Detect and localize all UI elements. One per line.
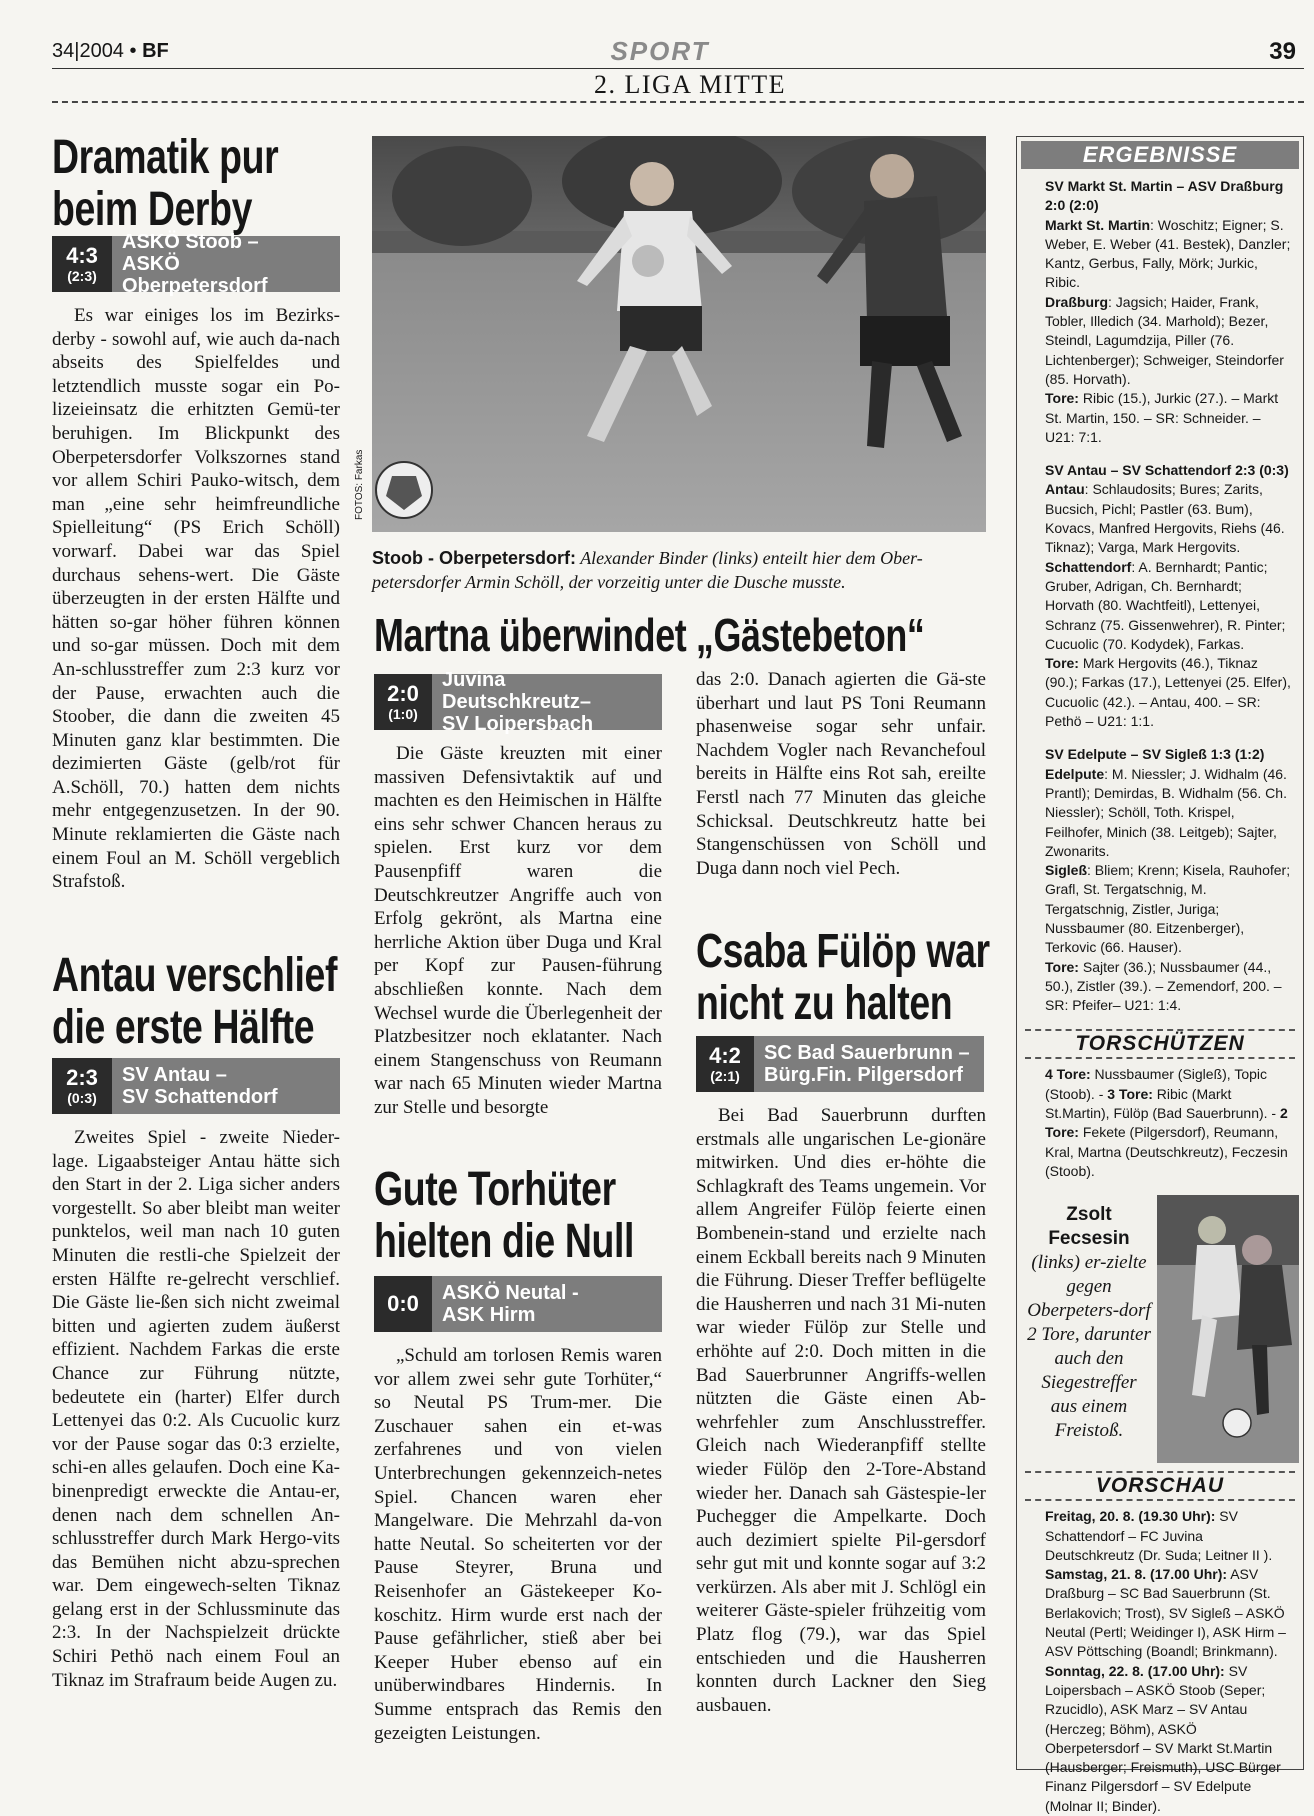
page-number: 39	[1269, 38, 1296, 65]
result-match-1-team1: Markt St. Martin	[1045, 216, 1151, 233]
torschuetzen-title: TORSCHÜTZEN	[1025, 1029, 1295, 1059]
scorers-3-label: 3 Tore:	[1107, 1085, 1153, 1102]
article3-headline: Martna überwindet „Gästebeton“	[374, 609, 925, 661]
publication-brand: BF	[142, 40, 169, 62]
preview-saturday-date: Samstag, 21. 8. (17.00 Uhr):	[1045, 1566, 1228, 1583]
scorers-3: Ribic (Markt St.Martin), Fülöp (Bad Sauerbrunn). -	[1045, 1085, 1280, 1122]
article4-headline-line1: Gute Torhüter	[374, 1163, 616, 1216]
preview-saturday-text: ASV Draßburg – SC Bad Sauerbrunn (St. Berlakovich; Trost), SV Sigleß – ASKÖ Neutal (Pertl; Weidinger I), ASK Hirm – ASV Pöttsching (Boandl; Brinkmann).	[1045, 1566, 1286, 1660]
match-photo-image	[372, 136, 986, 532]
article1-team1: ASKÖ Stoob –	[122, 231, 259, 253]
sidebar-photo-image	[1157, 1195, 1299, 1463]
article1-scorebox	[52, 231, 340, 297]
photo-caption-text: Alexander Binder (links) enteilt hier dem Ober-petersdorfer Armin Schöll, der vorzeitig unter die Dusche musste.	[372, 548, 923, 592]
article5-teams	[754, 1036, 984, 1092]
article5-scorebox	[696, 1036, 984, 1092]
article1-team2: ASKÖ Oberpetersdorf	[122, 253, 268, 297]
article2-teams	[112, 1058, 340, 1114]
article3-team2: SV Loipersbach	[442, 713, 594, 735]
result-match-1	[1045, 177, 1293, 447]
article5-halftime: (2:1)	[710, 1068, 740, 1084]
result-match-2-team1: Antau	[1045, 481, 1085, 498]
results-sidebar	[1016, 136, 1304, 1814]
article2-headline-line1: Antau verschlief	[52, 949, 338, 1002]
preview-saturday	[1045, 1565, 1293, 1661]
article1-headline-line2: beim Derby	[52, 183, 253, 236]
result-match-1-team2-lineup: : Jagsich; Haider, Frank, Tobler, Illedich (34. Marhold); Bezer, Steindl, Lagumdzija, Piller (76. Lichtenberger); Schweiger, Steindorfer (85. Horvath).	[1045, 293, 1284, 387]
issue-info	[52, 40, 169, 63]
article5-team2: Bürg.Fin. Pilgersdorf	[764, 1064, 963, 1086]
article1-body: Es war einiges los im Bezirks-derby - sowohl auf, wie auch da-nach abseits des Spielfeldes und letztendlich musste sogar ein Po-lizeieinsatz die erhitzten Gemü-ter beruhigen. Im Blickpunkt des Oberpetersdorfer Volkszornes stand vor allem Schiri Pauko-witsch, dem man „eine sehr heimfreundliche Spielleitung“ (PS Erich Schöll) vorwarf. Dabei war das Spiel durchaus sehens-wert. Die Gäste überzeugten in der ersten Hälfte und hätten so-gar höher führen können und so-gar müssen. Doch mit dem An-schlusstreffer zum 2:3 kurz vor der Pause, erwachten auch die Stoober, die dann die zweiten 45 Minuten ganz klar bestimmten. Die dezimierten Gäste (gelb/rot für A.Schöll, 70.) hatten dem nichts mehr entgegenzusetzen. In der 90. Minute reklamierten die Gäste nach einem Foul an M. Schöll vergeblich Strafstoß.	[52, 305, 340, 893]
scorers-4-label: 4 Tore:	[1045, 1066, 1091, 1083]
article1-headline	[52, 132, 278, 236]
photo-credit: FOTOS: Farkas	[354, 449, 365, 520]
article4-teams	[432, 1276, 662, 1332]
sidebar-photo-caption	[1027, 1195, 1151, 1463]
article2-result	[52, 1058, 112, 1114]
result-match-3-head: SV Edelpute – SV Sigleß 1:3 (1:2)	[1045, 746, 1265, 763]
article1-headline-line1: Dramatik pur	[52, 131, 279, 184]
scorers-list	[1017, 1059, 1303, 1191]
scorers-2-label: 2 Tore:	[1045, 1105, 1288, 1141]
article4-team1: ASKÖ Neutal -	[442, 1282, 579, 1304]
result-match-3-team1-lineup: : M. Niessler; J. Widhalm (46. Prantl); Demirdas, B. Widhalm (56. Ch. Niessler); Schöll, Toth. Krispel, Feilhofer, Minich (38. Leitgeb); Sajter, Zwonarits.	[1045, 765, 1287, 859]
article2-body: Zweites Spiel - zweite Nieder-lage. Ligaabsteiger Antau hätte sich den Start in der 2. Liga sicher anders vorgestellt. So aber bleibt man weiter punktelos, weil man nach 10 guten Minuten die restli-che Spielzeit der ersten Hälfte re-gelrecht verschlief. Die Gäste lie-ßen sich nicht zweimal bitten und agierten zudem äußerst effizient. Nachdem Farkas die erste Chance zur Führung nützte, bedeutete ein (harter) Elfer durch Lettenyei das 0:2. Als Cucuolic kurz vor der Pause sogar das 0:3 erzielte, schi-en alles gelaufen. Doch eine Ka-binenpredigt erweckte die Antau-er, denen nach dem schnellen An-schlusstreffer durch Mark Hergo-vits das Bemühen nicht abzu-sprechen war. Dem eingewech-selten Tiknaz gelang erst in der Schlussminute das 2:3. In der Nachspielzeit drückte Schiri Pethö nach einem Foul an Tiknaz im Strafraum beide Augen zu.	[52, 1127, 340, 1691]
issue-number: 34|2004	[52, 40, 124, 62]
result-match-3-team2: Sigleß	[1045, 862, 1088, 879]
header-dash-rule	[52, 101, 1304, 103]
result-match-1-goals: Ribic (15.), Jurkic (27.). – Markt St. Martin, 150. – SR: Schneider. – U21: 7:1.	[1045, 390, 1279, 445]
issue-bullet: •	[129, 40, 137, 62]
result-match-3-goals-label: Tore:	[1045, 958, 1079, 975]
sidebar-photo	[1157, 1195, 1299, 1463]
scorers-2: Fekete (Pilgersdorf), Reumann, Kral, Martna (Deutschkreutz), Feczesin (Stoob).	[1045, 1124, 1288, 1179]
article4-headline-line2: hielten die Null	[374, 1215, 635, 1268]
article5-team1: SC Bad Sauerbrunn –	[764, 1042, 970, 1064]
scorers-4: Nussbaumer (Sigleß), Topic (Stoob). -	[1045, 1066, 1268, 1102]
result-match-1-team2: Draßburg	[1045, 293, 1108, 310]
article2-score: 2:3	[66, 1065, 98, 1090]
article5-headline-line1: Csaba Fülöp war	[696, 925, 990, 978]
section-title: SPORT	[610, 36, 710, 66]
article4-body: „Schuld am torlosen Remis waren vor allem zwei sehr gute Torhüter,“ so Neutal PS Trum-mer. Die Zuschauer sahen ein et-was zerfahrenes und von vielen Unterbrechungen gekennzeich-netes Spiel. Chancen waren eher Mangelware. Die Mehrzahl da-von hatte Neutal. So scheiterten vor der Pause Steyrer, Bruna und Reisenhofer an Gästekeeper Ko-koschitz. Hirm wurde erst nach der Pause gefährlicher, stieß aber bei Keeper Huber ebenso auf ein unüberwindbares Hindernis. In Summe entsprach das Remis den gezeigten Leistungen.	[374, 1345, 662, 1744]
ergebnisse-band: ERGEBNISSE	[1021, 141, 1299, 169]
result-match-1-team1-lineup: : Woschitz; Eigner; S. Weber, E. Weber (41. Bestek), Danzler; Kantz, Gerbus, Fally, Mörk; Jurkic, Ribic.	[1045, 216, 1291, 291]
preview-friday	[1045, 1507, 1293, 1565]
article2-headline-line2: die erste Hälfte	[52, 1001, 315, 1054]
sidebar-photo-name: Zsolt Fecsesin	[1048, 1204, 1130, 1250]
article2-team2: SV Schattendorf	[122, 1086, 278, 1108]
preview-friday-text: SV Schattendorf – FC Juvina Deutschkreutz (Dr. Suda; Leitner II ).	[1045, 1508, 1273, 1563]
article2-headline	[52, 950, 337, 1054]
result-match-3-goals: Sajter (36.); Nussbaumer (44., 50.), Zistler (39.). – Zemendorf, 200. – SR: Pfeifer– U21: 1:4.	[1045, 958, 1282, 1014]
article3-body-col2: das 2:0. Danach agierten die Gä-ste überhart und laut PS Toni Reumann phasenweise sogar sehr unfair. Nachdem Vogler nach Revanchefoul bereits in Hälfte eins Rot sah, ereilte Ferstl nach 77 Minuten das gleiche Schicksal. Deutschkreutz hatte bei Stangenschüssen von Schöll und Duga dann noch viel Pech.	[696, 669, 986, 879]
article4-team2: ASK Hirm	[442, 1304, 536, 1326]
article3-score: 2:0	[387, 681, 419, 706]
result-match-1-goals-label: Tore:	[1045, 390, 1079, 407]
article4-score: 0:0	[387, 1291, 419, 1316]
article5-score: 4:2	[709, 1043, 741, 1068]
article3-scorebox	[374, 669, 662, 735]
result-match-2	[1045, 461, 1293, 731]
article1-teams	[112, 231, 340, 297]
article1-result	[52, 236, 112, 292]
preview-sunday-text: SV Loipersbach – ASKÖ Stoob (Seper; Rzucidlo), ASK Marz – SV Antau (Herczeg; Böhm), ASKÖ Oberpetersdorf – SV Markt St.Martin (Hausberger; Freismuth), USC Bürger Finanz Pilgersdorf – SV Edelpute (Molnar II; Binder).	[1045, 1662, 1281, 1814]
article3-team1: Juvina Deutschkreutz–	[442, 669, 591, 713]
preview-sunday-date: Sonntag, 22. 8. (17.00 Uhr):	[1045, 1662, 1225, 1679]
preview-list	[1017, 1501, 1303, 1816]
result-match-2-head: SV Antau – SV Schattendorf 2:3 (0:3)	[1045, 462, 1289, 479]
article2-scorebox	[52, 1058, 340, 1114]
article5-result	[696, 1036, 754, 1092]
photo-caption	[372, 546, 986, 594]
article3-teams	[432, 669, 662, 735]
header-rule	[52, 68, 1304, 69]
result-match-2-goals: Mark Hergovits (46.), Tiknaz (90.); Farkas (17.), Lettenyei (25. Elfer), Cucuolic (42.). – Antau, 400. – SR: Pethö – U21: 1:1.	[1045, 655, 1291, 730]
article4-headline	[374, 1164, 634, 1268]
article3-result	[374, 674, 432, 730]
result-match-3-team1: Edelpute	[1045, 765, 1105, 782]
article3-halftime: (1:0)	[388, 706, 418, 722]
article5-body: Bei Bad Sauerbrunn durften erstmals alle ungarischen Le-gionäre mitwirken. Und dies er-höhte die Schlagkraft des Teams ungemein. Vor allem Angreifer Fülöp feierte einen Bombenein-stand und erzielte nach einem Eckball bereits nach 9 Minuten die Führung. Dieser Treffer beflügelte die Hausherren und nach 31 Mi-nuten war wieder Fülöp zur Stelle und erhöhte auf 2:0. Doch mitten in die Bad Sauerbrunner Angriffs-wellen nützten die Gäste einen Ab-wehrfehler zum Anschlusstreffer. Gleich nach Wiederanpfiff stellte wieder Fülöp den 2-Tore-Abstand wieder her. Danach sah Gästespie-ler Puchegger die Ampelkarte. Doch auch dezimiert spielte Pil-gersdorf sehr gut mit und konnte sogar auf 3:2 verkürzen. Als aber mit J. Schlögl ein weiterer Gäste-spieler frühzeitig vom Platz flog (79.), war das Spiel entschieden und die Hausherren konnten durch Lackner den Sieg ausbauen.	[696, 1105, 986, 1716]
result-match-3-team2-lineup: : Bliem; Krenn; Kisela, Rauhofer; Grafl, St. Tergatschnig, M. Tergatschnig, Zistler, Juriga; Nussbaumer (80. Eitzenberger), Terkovic (66. Hauser).	[1045, 862, 1291, 956]
league-title: 2. LIGA MITTE	[593, 70, 787, 99]
result-match-2-team1-lineup: : Schlaudosits; Bures; Zarits, Bucsich, Pichl; Pastler (63. Bum), Kovacs, Manfred Hergovits, Riehs (46. Tiknaz); Varga, Mark Hergovits.	[1045, 481, 1285, 556]
photo-caption-match: Stoob - Oberpetersdorf:	[372, 548, 577, 568]
article4-scorebox	[374, 1276, 662, 1332]
article5-headline-line2: nicht zu halten	[696, 977, 953, 1030]
results-list	[1017, 169, 1303, 1015]
sidebar-photo-block	[1017, 1191, 1303, 1471]
result-match-2-team2-lineup: : A. Bernhardt; Pantic; Gruber, Adrigan, Ch. Bernhardt; Horvath (80. Wachtfeitl), Lettenyei, Schranz (75. Gissenwehrer), R. Pinter; Cucuolic (70. Kodydek), Farkas.	[1045, 558, 1286, 652]
article1-score: 4:3	[66, 243, 98, 268]
result-match-1-head: SV Markt St. Martin – ASV Draßburg 2:0 (2:0)	[1045, 178, 1284, 214]
article2-halftime: (0:3)	[67, 1090, 97, 1106]
article5-headline	[696, 926, 990, 1030]
result-match-2-team2: Schattendorf	[1045, 558, 1132, 575]
article1-halftime: (2:3)	[67, 268, 97, 284]
sidebar-photo-text: (links) er-zielte gegen Oberpeters-dorf 2 Tore, darunter auch den Siegestreffer aus einem Freistoß.	[1027, 1252, 1151, 1442]
match-photo	[372, 136, 986, 532]
article4-result	[374, 1276, 432, 1332]
article3-body-col1: Die Gäste kreuzten mit einer massiven Defensivtaktik auf und machten es den Heimischen in Hälfte eins sehr schwer Chancen heraus zu spielen. Erst kurz vor dem Pausenpfiff waren die Deutschkreutzer Angriffe auch von Erfolg gekrönt, als Martna eine herrliche Aktion über Duga und Kral per Kopf zur Pausen-führung abschließen konnte. Nach dem Wechsel wurde die Überlegenheit der Platzbesitzer noch eklatanter. Nach einem Stangenschuss von Reumann war nach 65 Minuten wieder Martna zur Stelle und besorgte	[374, 743, 662, 1118]
preview-friday-date: Freitag, 20. 8. (19.30 Uhr):	[1045, 1508, 1216, 1525]
article2-team1: SV Antau –	[122, 1064, 227, 1086]
result-match-2-goals-label: Tore:	[1045, 655, 1079, 672]
preview-sunday	[1045, 1662, 1293, 1816]
result-match-3	[1045, 745, 1293, 1015]
vorschau-title: VORSCHAU	[1025, 1471, 1295, 1501]
